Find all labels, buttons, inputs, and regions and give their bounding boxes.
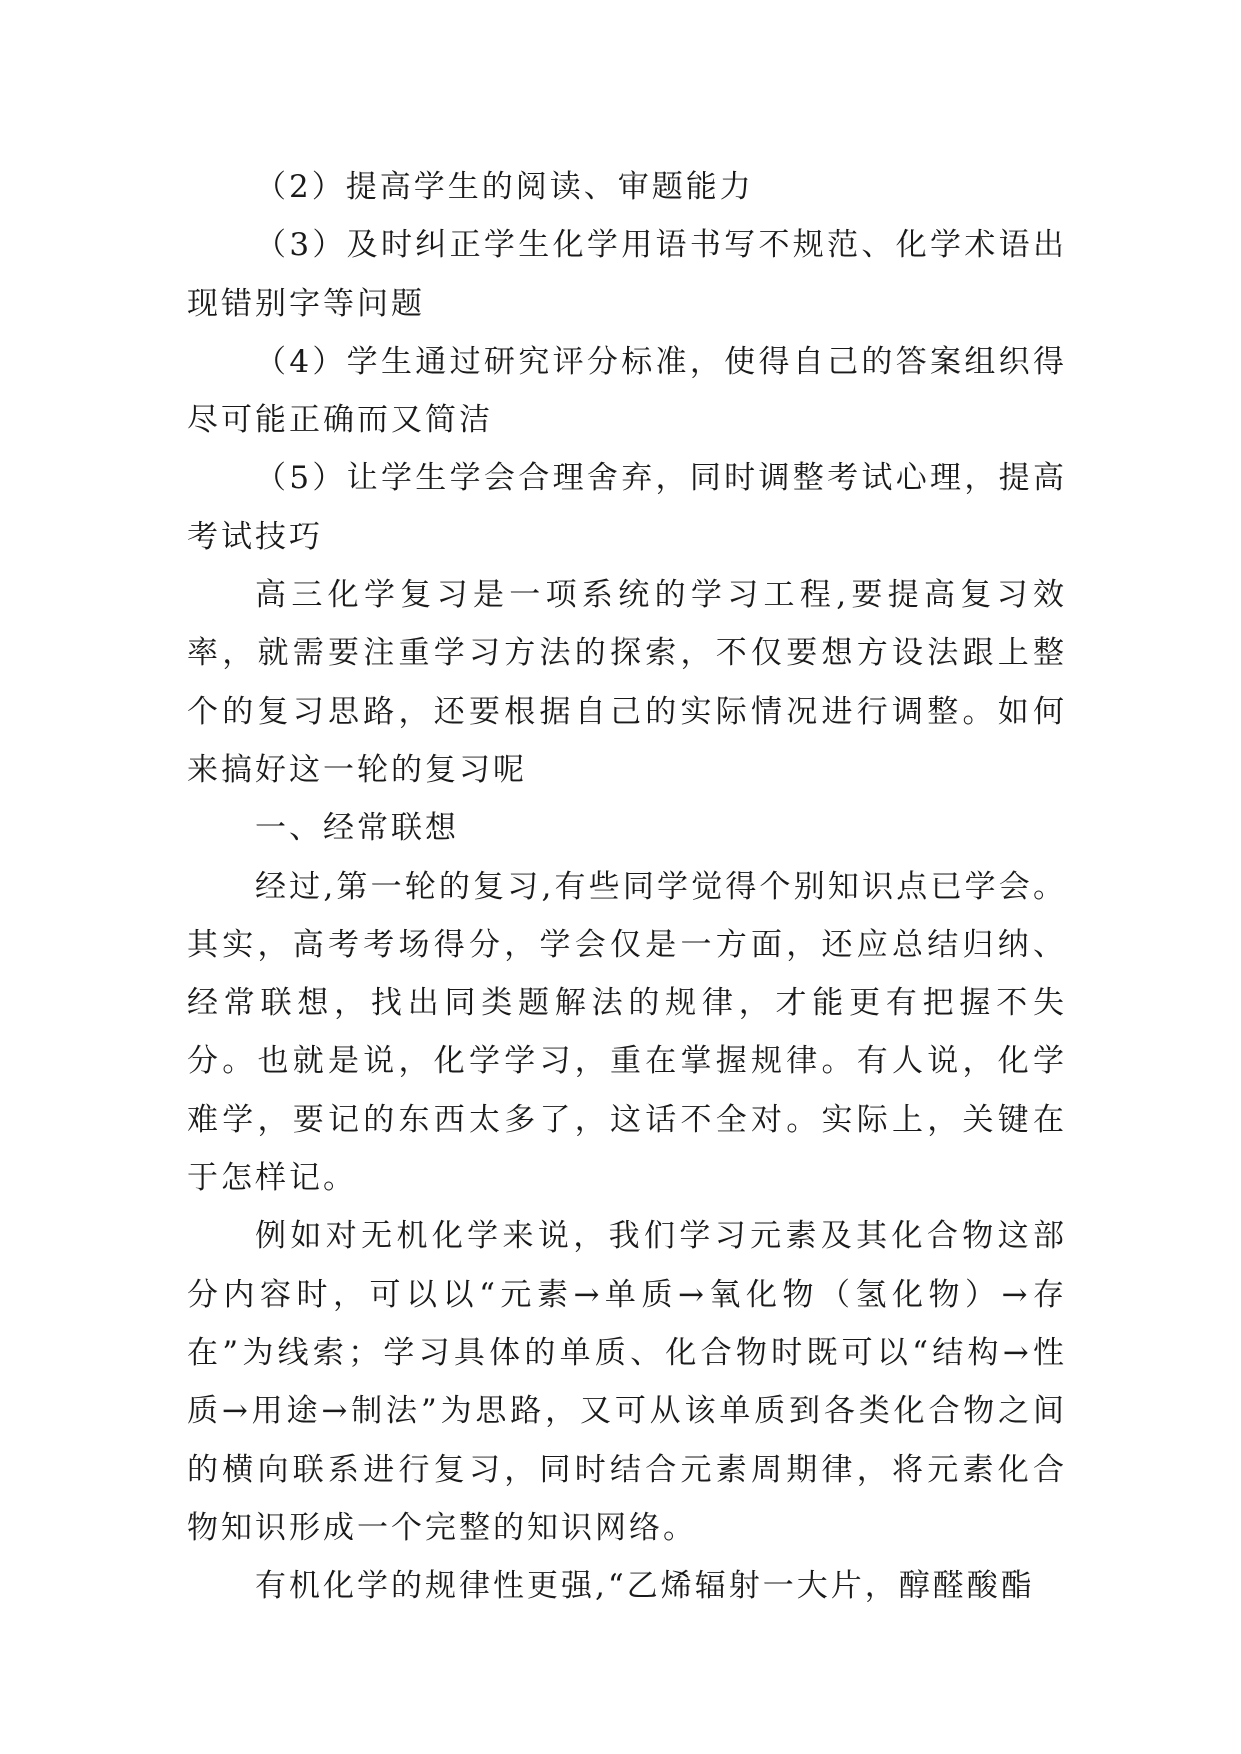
body-paragraph-2: 例如对无机化学来说，我们学习元素及其化合物这部分内容时，可以以“元素→单质→氧化物（氢化物）→存在”为线索；学习具体的单质、化合物时既可以“结构→性质→用途→制法”为思路，又可从该单质到各类化合物之间的横向联系进行复习，同时结合元素周期律，将元素化合物知识形成一个完整的知识网络。 <box>187 1218 1067 1546</box>
body-paragraph-3: 有机化学的规律性更强,“乙烯辐射一大片，醇醛酸酯 <box>255 1568 1035 1605</box>
intro-paragraph: 高三化学复习是一项系统的学习工程,要提高复习效率，就需要注重学习方法的探索，不仅要想方设法跟上整个的复习思路，还要根据自己的实际情况进行调整。如何来搞好这一轮的复习呢 <box>187 577 1067 788</box>
list-item-5: （5）让学生学会合理舍弃，同时调整考试心理，提高考试技巧 <box>187 460 1067 555</box>
body-paragraph-1: 经过,第一轮的复习,有些同学觉得个别知识点已学会。其实，高考考场得分，学会仅是一方面，还应总结归纳、经常联想，找出同类题解法的规律，才能更有把握不失分。也就是说，化学学习，重在掌握规律。有人说，化学难学，要记的东西太多了，这话不全对。实际上，关键在于怎样记。 <box>187 868 1067 1197</box>
section-heading: 一、经常联想 <box>255 810 459 847</box>
list-item-3: （3）及时纠正学生化学用语书写不规范、化学术语出现错别字等问题 <box>187 227 1067 322</box>
document-body <box>187 158 1067 1615</box>
list-item-4: （4）学生通过研究评分标准，使得自己的答案组织得尽可能正确而又简洁 <box>187 343 1067 439</box>
list-item-2: （2）提高学生的阅读、审题能力 <box>255 169 754 205</box>
